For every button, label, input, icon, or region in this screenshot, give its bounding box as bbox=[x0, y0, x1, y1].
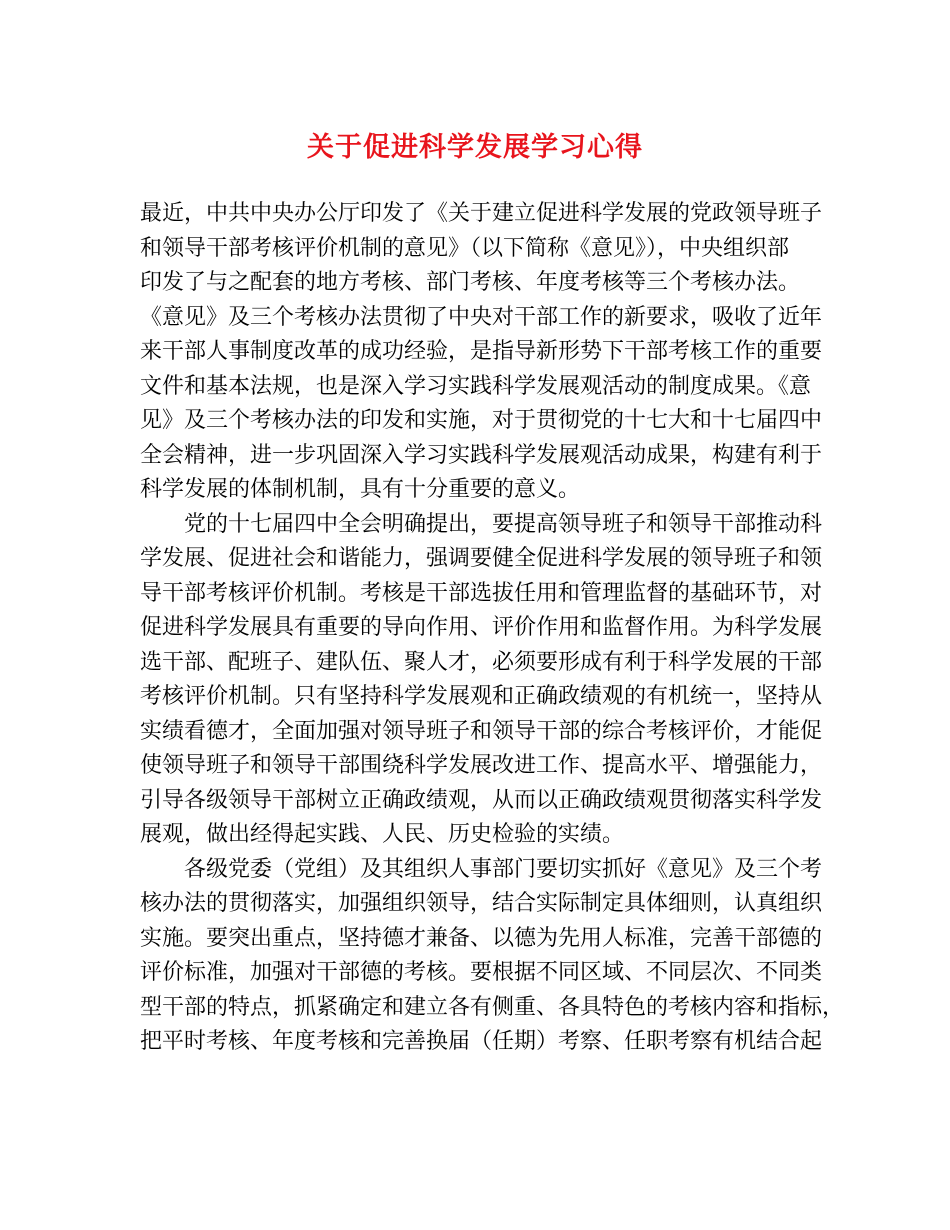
text-line: 学发展、促进社会和谐能力，强调要健全促进科学发展的领导班子和领 bbox=[140, 546, 823, 571]
text-line: 展观，做出经得起实践、人民、历史检验的实绩。 bbox=[140, 822, 625, 847]
text-line: 来干部人事制度改革的成功经验，是指导新形势下干部考核工作的重要 bbox=[140, 339, 823, 364]
text-line: 促进科学发展具有重要的导向作用、评价作用和监督作用。为科学发展 bbox=[140, 615, 823, 640]
text-line: 科学发展的体制机制，具有十分重要的意义。 bbox=[140, 477, 581, 502]
text-line: 实施。要突出重点，坚持德才兼备、以德为先用人标准，完善干部德的 bbox=[140, 925, 823, 951]
text-line: 把平时考核、年度考核和完善换届（任期）考察、任职考察有机结合起 bbox=[140, 1029, 823, 1054]
document-body bbox=[140, 197, 845, 1060]
document-title: 关于促进科学发展学习心得 bbox=[307, 132, 643, 163]
text-line: 党的十七届四中全会明确提出，要提高领导班子和领导干部推动科 bbox=[140, 511, 823, 537]
text-line: 导干部考核评价机制。考核是干部选拔任用和管理监督的基础环节，对 bbox=[140, 580, 823, 606]
text-line: 见》及三个考核办法的印发和实施，对于贯彻党的十七大和十七届四中 bbox=[140, 408, 823, 433]
text-line: 选干部、配班子、建队伍、聚人才，必须要形成有利于科学发展的干部 bbox=[140, 649, 823, 675]
text-line: 核办法的贯彻落实，加强组织领导，结合实际制定具体细则，认真组织 bbox=[140, 891, 823, 916]
text-line: 评价标准，加强对干部德的考核。要根据不同区域、不同层次、不同类 bbox=[140, 960, 823, 985]
text-line: 考核评价机制。只有坚持科学发展观和正确政绩观的有机统一，坚持从 bbox=[140, 684, 823, 709]
text-line: 文件和基本法规，也是深入学习实践科学发展观活动的制度成果。《意 bbox=[140, 373, 812, 399]
text-line: 各级党委（党组）及其组织人事部门要切实抓好《意见》及三个考 bbox=[140, 856, 823, 882]
text-line: 引导各级领导干部树立正确政绩观，从而以正确政绩观贯彻落实科学发 bbox=[140, 787, 823, 813]
text-line: 型干部的特点，抓紧确定和建立各有侧重、各具特色的考核内容和指标， bbox=[140, 994, 845, 1020]
text-line: 印发了与之配套的地方考核、部门考核、年度考核等三个考核办法。 bbox=[140, 270, 801, 295]
text-line: 全会精神，进一步巩固深入学习实践科学发展观活动成果，构建有利于 bbox=[140, 442, 823, 468]
text-line: 使领导班子和领导干部围绕科学发展改进工作、提高水平、增强能力， bbox=[140, 753, 823, 778]
text-line: 《意见》及三个考核办法贯彻了中央对干部工作的新要求，吸收了近年 bbox=[140, 304, 823, 330]
text-line: 实绩看德才，全面加强对领导班子和领导干部的综合考核评价，才能促 bbox=[140, 718, 823, 744]
text-line: 和领导干部考核评价机制的意见》（以下简称《意见》），中央组织部 bbox=[140, 235, 790, 261]
text-line: 最近，中共中央办公厅印发了《关于建立促进科学发展的党政领导班子 bbox=[140, 201, 823, 226]
